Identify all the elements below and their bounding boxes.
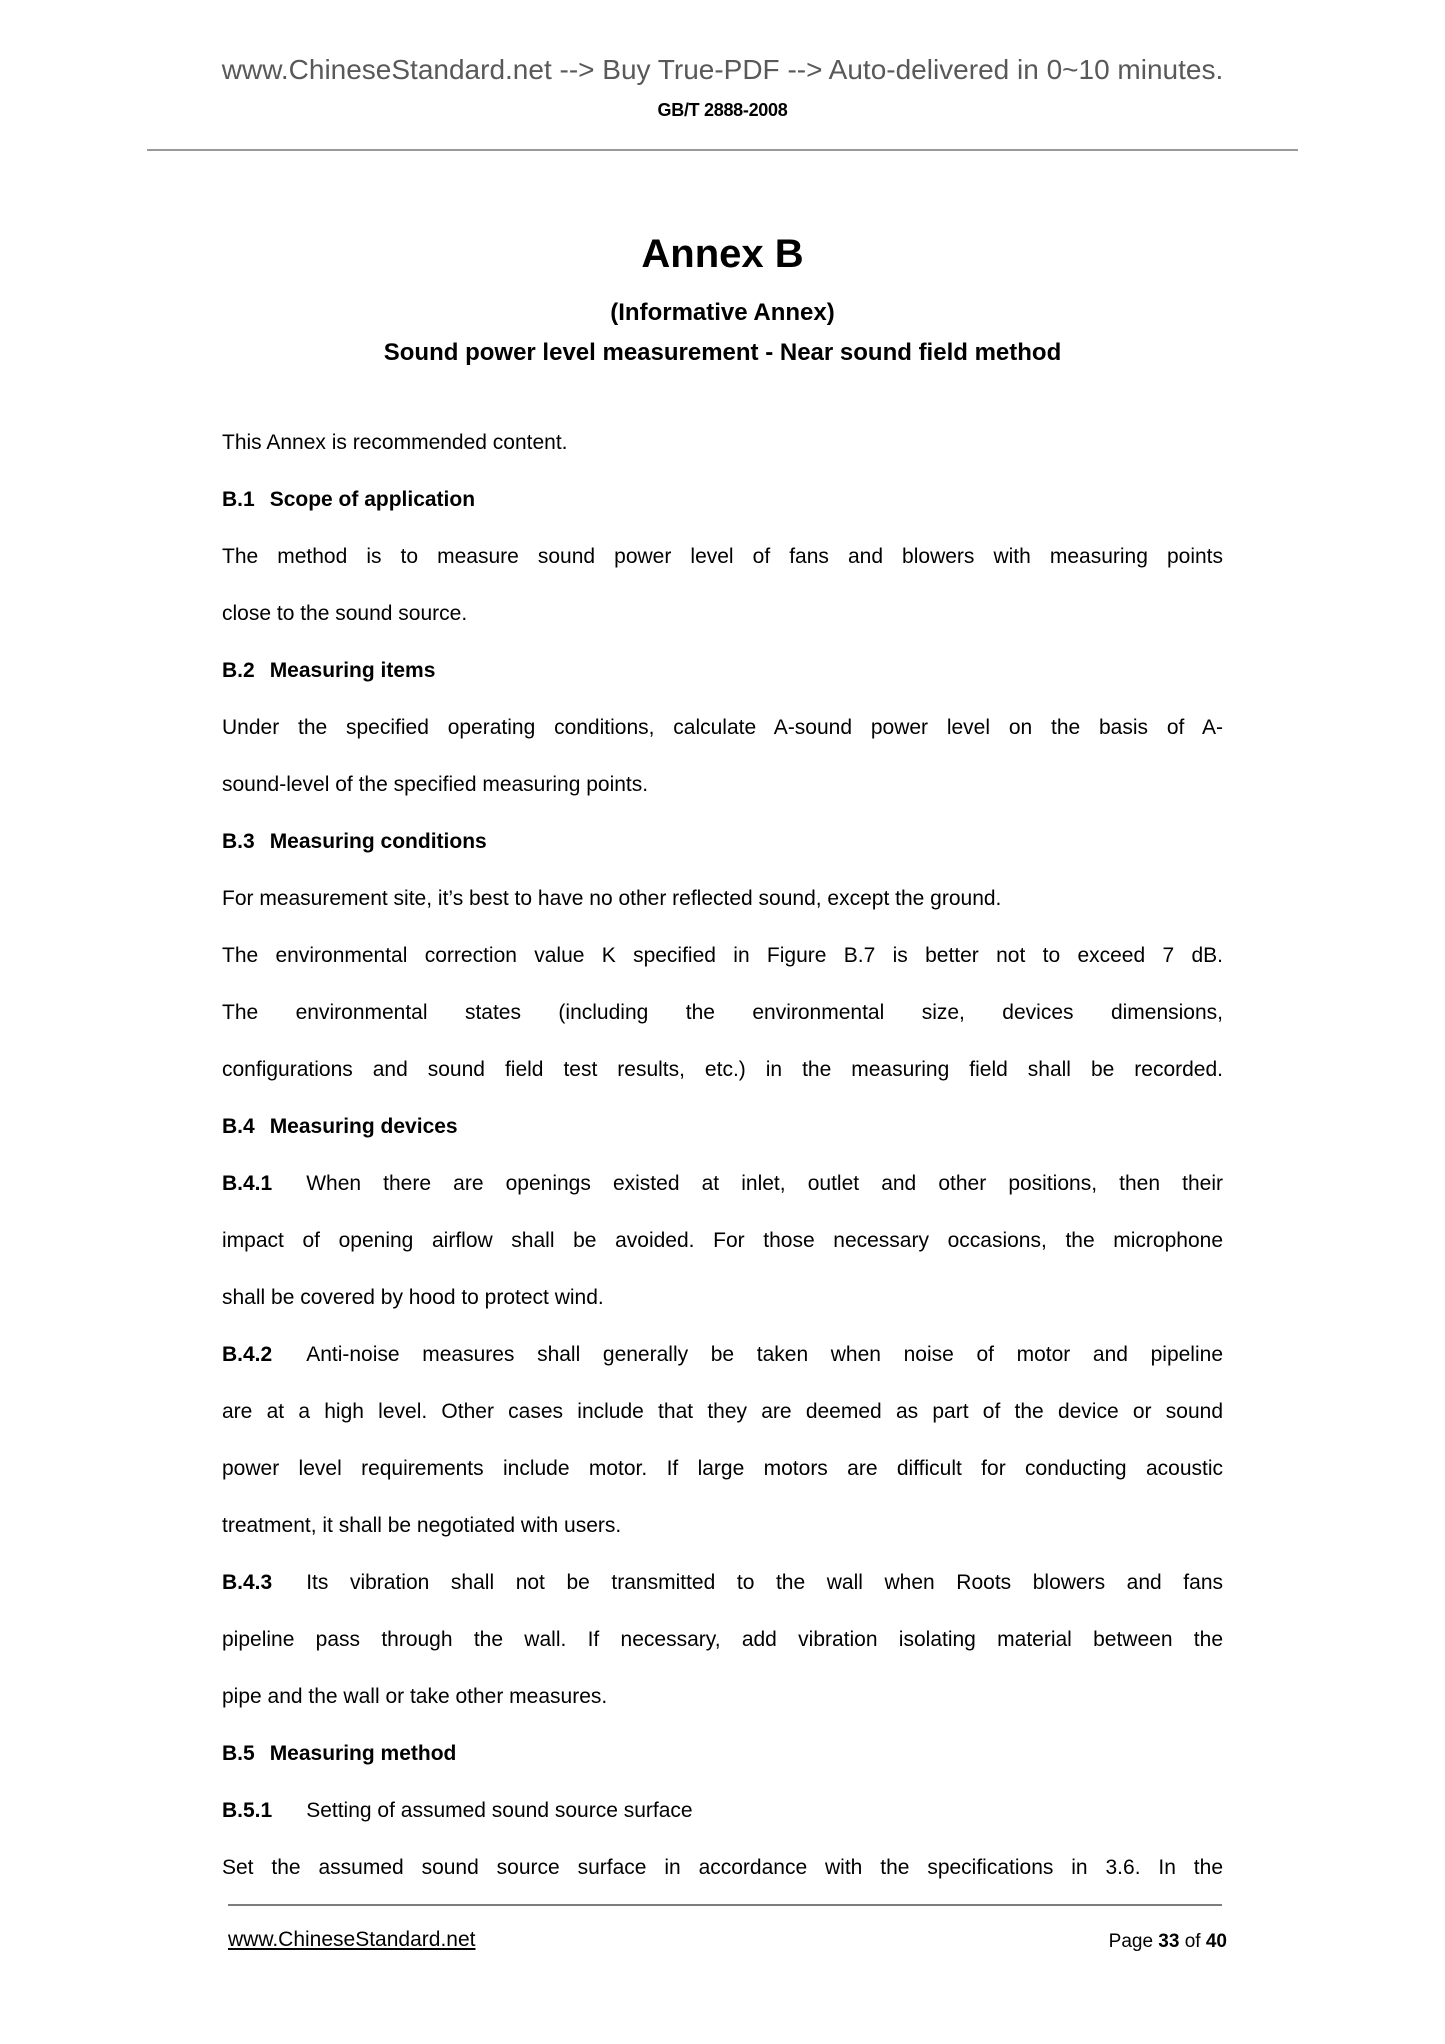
heading-text: Measuring devices [269,1115,458,1138]
paragraph-b3-line4: configurations and sound field test results, etc.) in the measuring field shall be recorded. [222,1058,1223,1081]
clause-b43-line2: pipeline pass through the wall. If necessary, add vibration isolating material between the [222,1628,1223,1651]
clause-text: Anti-noise measures shall generally be taken when noise of motor and pipeline [306,1343,1223,1366]
clause-b41-line2: impact of opening airflow shall be avoided. For those necessary occasions, the microphone [222,1229,1223,1252]
page-number: 33 [1158,1931,1180,1952]
clause-text: Setting of assumed sound source surface [306,1799,693,1822]
paragraph-b3-line3: The environmental states (including the environmental size, devices dimensions, [222,1001,1223,1024]
paragraph-b3-line1: For measurement site, it’s best to have no other reflected sound, except the ground. [222,887,1002,910]
heading-b4 [222,1098,1223,1155]
annex-title: Annex B [641,232,804,276]
heading-b1 [222,471,1223,528]
clause-number: B.5.1 [222,1799,273,1822]
clause-b51-heading [222,1782,1223,1839]
clause-b42-line1 [222,1326,1223,1383]
clause-b41-line3: shall be covered by hood to protect wind. [222,1286,604,1309]
paragraph-b2-line1: Under the specified operating conditions, calculate A-sound power level on the basis of A- [222,716,1223,739]
clause-number: B.2 [222,659,255,682]
body-text-column [222,414,1223,1896]
clause-b43-line3: pipe and the wall or take other measures. [222,1685,608,1708]
clause-b43-line1 [222,1554,1223,1611]
heading-b3 [222,813,1223,870]
annex-subtitle-method: Sound power level measurement - Near sound field method [383,339,1062,366]
clause-b51-line1: Set the assumed sound source surface in accordance with the specifications in 3.6. In the [222,1856,1223,1879]
heading-text: Measuring conditions [269,830,487,853]
clause-number: B.4.3 [222,1571,273,1594]
clause-b41-line1 [222,1155,1223,1212]
heading-b2 [222,642,1223,699]
intro-note: This Annex is recommended content. [222,431,568,454]
total-pages: 40 [1205,1931,1227,1952]
of-word: of [1184,1931,1201,1952]
clause-number: B.1 [222,488,255,511]
clause-number: B.4.1 [222,1172,273,1195]
clause-b42-line4: treatment, it shall be negotiated with users. [222,1514,622,1537]
paragraph-b1-line2: close to the sound source. [222,602,468,625]
clause-text: Its vibration shall not be transmitted to the wall when Roots blowers and fans [306,1571,1223,1594]
clause-text: When there are openings existed at inlet, outlet and other positions, then their [306,1172,1223,1195]
document-code: GB/T 2888-2008 [657,100,788,120]
page-indicator [1109,1931,1227,1953]
heading-text: Scope of application [269,488,476,511]
footer-rule [228,1904,1222,1906]
promo-banner: www.ChineseStandard.net --> Buy True-PDF --> Auto-delivered in 0~10 minutes. [221,54,1224,85]
clause-number: B.4 [222,1115,255,1138]
header-rule [147,149,1298,151]
clause-number: B.3 [222,830,255,853]
heading-b5 [222,1725,1223,1782]
heading-text: Measuring items [269,659,436,682]
annex-subtitle-informative: (Informative Annex) [610,299,835,326]
paragraph-b3-line2: The environmental correction value K specified in Figure B.7 is better not to exceed 7 dB. [222,944,1223,967]
clause-number: B.4.2 [222,1343,273,1366]
footer-site-link[interactable]: www.ChineseStandard.net [228,1928,476,1951]
paragraph-b2-line2: sound-level of the specified measuring points. [222,773,649,796]
page-word: Page [1108,1931,1154,1952]
clause-b42-line3: power level requirements include motor. If large motors are difficult for conducting acoustic [222,1457,1223,1480]
clause-number: B.5 [222,1742,255,1765]
heading-text: Measuring method [269,1742,457,1765]
clause-b42-line2: are at a high level. Other cases include that they are deemed as part of the device or sound [222,1400,1223,1423]
paragraph-b1-line1: The method is to measure sound power level of fans and blowers with measuring points [222,545,1223,568]
